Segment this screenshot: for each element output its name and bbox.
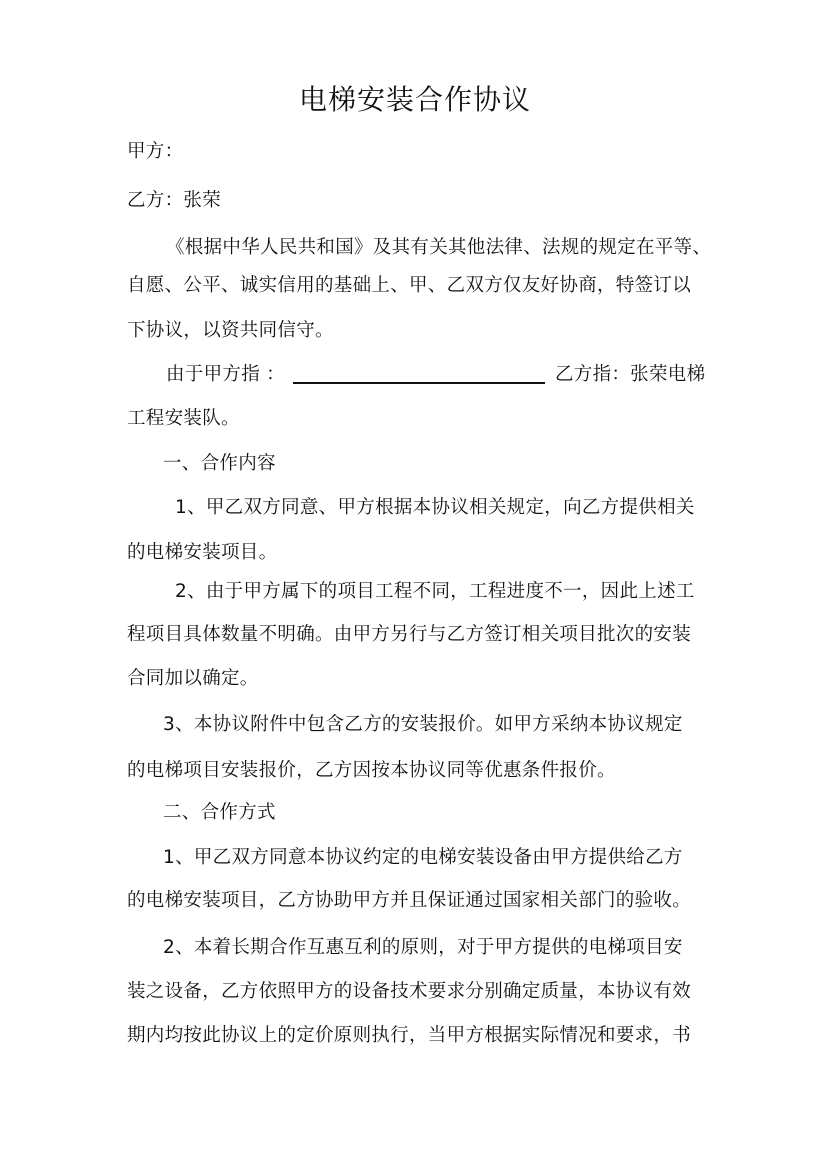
- clause-line: 的电梯安装项目，乙方协助甲方并且保证通过国家相关部门的验收。: [127, 890, 692, 911]
- clause-line: 合同加以确定。: [127, 668, 259, 689]
- party-b-designation: 乙方指：张荣电梯: [554, 364, 706, 385]
- designation-cont: 工程安装队。: [127, 408, 240, 429]
- clause-line: 装之设备，乙方依照甲方的设备技术要求分别确定质量，本协议有效: [127, 981, 692, 1002]
- signature-blank: [293, 362, 545, 384]
- clause-line: 程项目具体数量不明确。由甲方另行与乙方签订相关项目批次的安装: [127, 624, 692, 645]
- clause-line: 2、由于甲方属下的项目工程不同，工程进度不一，因此上述工: [175, 581, 695, 602]
- clause-line: 的电梯安装项目。: [127, 542, 278, 563]
- party-b-line: 乙方：张荣: [127, 190, 222, 211]
- intro-line: 《根据中华人民共和国》及其有关其他法律、法规的规定在平等、: [166, 237, 712, 258]
- document-title: 电梯安装合作协议: [298, 83, 531, 116]
- clause-line: 1、甲乙双方同意、甲方根据本协议相关规定，向乙方提供相关: [175, 497, 695, 518]
- section-heading: 二、合作方式: [163, 802, 276, 823]
- section-heading: 一、合作内容: [163, 453, 276, 474]
- clause-line: 2、本着长期合作互惠互利的原则，对于甲方提供的电梯项目安: [163, 937, 683, 958]
- clause-line: 3、本协议附件中包含乙方的安装报价。如甲方采纳本协议规定: [163, 714, 683, 735]
- intro-line: 自愿、公平、诚实信用的基础上、甲、乙双方仅友好协商，特签订以: [127, 275, 692, 296]
- clause-line: 1、甲乙双方同意本协议约定的电梯安装设备由甲方提供给乙方: [163, 847, 683, 868]
- designation-line: [166, 360, 705, 386]
- clause-line: 的电梯项目安装报价，乙方因按本协议同等优惠条件报价。: [127, 760, 616, 781]
- party-a-designation: 由于甲方指 ：: [166, 364, 285, 385]
- clause-line: 期内均按此协议上的定价原则执行，当甲方根据实际情况和要求，书: [127, 1025, 692, 1046]
- party-a-line: 甲方：: [127, 141, 184, 162]
- intro-line: 下协议，以资共同信守。: [127, 320, 334, 341]
